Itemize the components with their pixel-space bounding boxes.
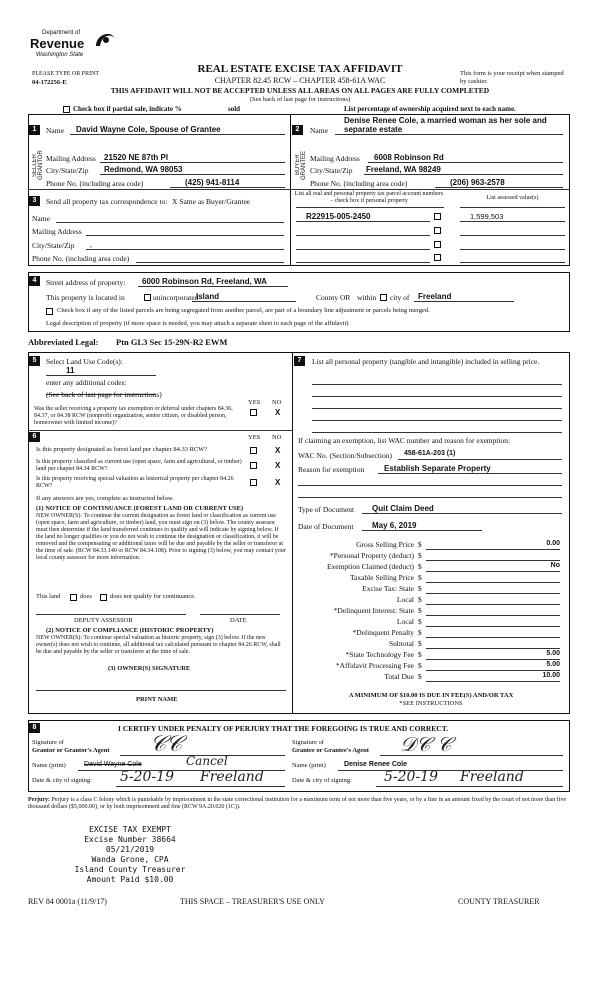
- section-4-badge: 4: [29, 276, 40, 286]
- grantor-print-note[interactable]: Cancel: [186, 754, 228, 768]
- s3-phone-label: Phone No. (including area code): [32, 254, 130, 263]
- fee-currency: $: [418, 661, 422, 670]
- grantee-city[interactable]: Freeland: [460, 769, 524, 785]
- stamp-line1: EXCISE TAX EXEMPT: [89, 825, 171, 834]
- buyer-city-label: City/State/Zip: [310, 166, 353, 175]
- parcel-number[interactable]: R22915-005-2450: [306, 212, 371, 221]
- current-use-question: Is this property classified as current use (open space, farm and agricultural, or timber) land per chapter 84.34 RCW?: [36, 459, 242, 472]
- footer-treasurer: COUNTY TREASURER: [458, 897, 540, 906]
- assessed-header: List assessed value(s): [486, 195, 539, 201]
- partial-sale-label: Check box if partial sale, indicate %: [73, 105, 182, 113]
- s3-city-value[interactable]: ,: [90, 240, 92, 249]
- form-see-back: (See back of last page for instructions): [249, 96, 351, 103]
- fee-row: [298, 650, 564, 661]
- parties-frame: [28, 114, 570, 266]
- owner-signature-label: (3) OWNER(S) SIGNATURE: [108, 665, 191, 672]
- section-1-badge: 1: [29, 125, 40, 135]
- fee-row: [298, 595, 564, 606]
- personal-property-checkbox-2[interactable]: [434, 227, 441, 234]
- additional-codes-label: enter any additional codes:: [46, 378, 127, 387]
- form-warning: THIS AFFIDAVIT WILL NOT BE ACCEPTED UNLESS ALL AREAS ON ALL PAGES ARE FULLY COMPLETED: [110, 86, 490, 95]
- s5-yes: YES: [248, 399, 261, 406]
- fee-line: [426, 582, 560, 583]
- s3-name-label: Name: [32, 214, 50, 223]
- buyer-city[interactable]: Freeland, WA 98249: [366, 165, 441, 174]
- exemption-yes-checkbox[interactable]: [250, 409, 257, 416]
- seller-city[interactable]: Redmond, WA 98053: [104, 165, 183, 174]
- fee-value[interactable]: 5.00: [546, 661, 560, 668]
- fee-line: [426, 571, 560, 572]
- does-not-label: does not qualify for continuance.: [110, 593, 196, 600]
- fee-label: *Personal Property (deduct): [329, 551, 414, 560]
- doc-date-value[interactable]: May 6, 2019: [372, 521, 417, 530]
- fee-label: Taxable Selling Price: [349, 573, 414, 582]
- partial-sale-checkbox[interactable]: [63, 106, 70, 113]
- fee-currency: $: [418, 562, 422, 571]
- grantee-print-label: Name (print): [292, 762, 326, 769]
- grantee-print-name[interactable]: Denise Renee Cole: [344, 761, 408, 768]
- seller-side-label: SELLER GRANTOR: [32, 150, 44, 180]
- grantor-date[interactable]: 5-20-19: [120, 769, 174, 785]
- abbrev-legal-label: Abbreviated Legal:: [28, 337, 99, 347]
- buyer-mailing[interactable]: 6008 Robinson Rd: [374, 153, 444, 162]
- does-not-checkbox[interactable]: [100, 594, 107, 601]
- fee-label: Local: [396, 595, 414, 604]
- please-type: PLEASE TYPE OR PRINT: [32, 71, 100, 77]
- s5-no: NO: [272, 399, 282, 406]
- fee-row: [298, 584, 564, 595]
- same-as-buyer[interactable]: X Same as Buyer/Grantee: [172, 197, 251, 206]
- buyer-name-label: Name: [310, 126, 328, 135]
- see-instructions: *SEE INSTRUCTIONS: [399, 700, 463, 707]
- fee-value[interactable]: 5.00: [546, 650, 560, 657]
- fee-row: [298, 628, 564, 639]
- fee-line: [426, 615, 560, 616]
- fee-row: [298, 551, 564, 562]
- abbrev-legal-value[interactable]: Ptn GL3 Sec 15-29N-R2 EWM: [116, 337, 228, 347]
- form-number: 04-172256-E: [32, 79, 67, 86]
- fee-line: [426, 593, 560, 594]
- land-use-code[interactable]: 11: [66, 366, 75, 375]
- fee-line: [426, 549, 560, 550]
- reason-value[interactable]: Establish Separate Property: [384, 464, 491, 473]
- exemption-answer[interactable]: X: [275, 408, 281, 417]
- grantor-city[interactable]: Freeland: [200, 769, 264, 785]
- fee-label: Total Due: [384, 672, 414, 681]
- land-use-label: Select Land Use Code(s):: [46, 357, 123, 366]
- unincorporated-label: unincorporated: [153, 293, 199, 302]
- does-label: does: [80, 593, 92, 600]
- fee-currency: $: [418, 617, 422, 626]
- seller-city-label: City/State/Zip: [46, 166, 89, 175]
- section-2-badge: 2: [292, 125, 303, 135]
- fee-line: [426, 637, 560, 638]
- perjury-notice: [28, 797, 573, 811]
- grantee-date-label: Date & city of signing:: [292, 777, 352, 784]
- dept-name: Revenue: [30, 36, 85, 51]
- perjury-label: Perjury:: [28, 797, 50, 803]
- seller-name-label: Name: [46, 126, 64, 135]
- continuance-title: (1) NOTICE OF CONTINUANCE (FOREST LAND OR CURRENT USE): [36, 505, 244, 512]
- treasurer-stamp: [60, 825, 200, 885]
- fee-currency: $: [418, 606, 422, 615]
- minimum-due: A MINIMUM OF $10.00 IS DUE IN FEE(S) AND/OR TAX: [348, 692, 514, 699]
- buyer-mailing-label: Mailing Address: [310, 154, 360, 163]
- print-name-label: PRINT NAME: [136, 696, 178, 703]
- fee-line: [426, 681, 560, 682]
- fee-value[interactable]: 10.00: [542, 672, 560, 679]
- section-3-badge: 3: [29, 196, 40, 206]
- dept-line1: Department of: [42, 30, 81, 36]
- fee-row: [298, 661, 564, 672]
- wac-label: WAC No. (Section/Subsection): [298, 451, 392, 460]
- stamp-line4: Wanda Grone, CPA: [91, 855, 169, 864]
- current-use-yes-checkbox[interactable]: [250, 462, 257, 469]
- within-label: within: [357, 293, 377, 302]
- county-label: County OR: [316, 293, 351, 302]
- fee-currency: $: [418, 650, 422, 659]
- grantor-sig-label1: Signature of: [32, 739, 64, 746]
- wac-value[interactable]: 458-61A-203 (1): [404, 450, 456, 457]
- street-address[interactable]: 6000 Robinson Rd, Freeland, WA: [142, 277, 267, 286]
- fee-label: Local: [396, 617, 414, 626]
- form-chapter: CHAPTER 82.45 RCW – CHAPTER 458-61A WAC: [214, 76, 386, 85]
- grantee-signature[interactable]: 𝒟𝒞 𝒞: [400, 732, 452, 756]
- deputy-assessor-label: DEPUTY ASSESSOR: [74, 617, 133, 624]
- partial-sale-sold: sold: [228, 105, 241, 113]
- form-title: REAL ESTATE EXCISE TAX AFFIDAVIT: [197, 63, 403, 75]
- legal-desc-label: Legal description of property (if more space is needed, you may attach a separate sheet to each page of the affidavit): [46, 320, 349, 327]
- fee-line: [426, 626, 560, 627]
- fee-row: [298, 573, 564, 584]
- fee-row: [298, 672, 564, 683]
- seller-mailing-label: Mailing Address: [46, 154, 96, 163]
- fee-line: [426, 670, 560, 671]
- within-city-checkbox[interactable]: [380, 294, 387, 301]
- fee-label: *Delinquent Penalty: [352, 628, 414, 637]
- section-6-badge: 6: [29, 432, 40, 442]
- compliance-title: (2) NOTICE OF COMPLIANCE (HISTORIC PROPERTY): [46, 627, 214, 634]
- fees-table: [298, 540, 564, 683]
- deputy-date-label: DATE: [230, 617, 247, 624]
- fee-line: [426, 604, 560, 605]
- stamp-line6: Amount Paid $10.00: [86, 875, 174, 884]
- located-label: This property is located in: [46, 293, 125, 302]
- does-checkbox[interactable]: [70, 594, 77, 601]
- forest-question: Is this property designated as forest land per chapter 84.33 RCW?: [36, 446, 208, 453]
- seller-phone-label: Phone No. (including area code): [46, 179, 144, 188]
- s6-no: NO: [272, 434, 282, 441]
- personal-property-checkbox-4[interactable]: [434, 254, 441, 261]
- parties-divider: [290, 114, 291, 266]
- assessed-value[interactable]: 1,599,503: [470, 212, 504, 221]
- section-7-badge: 7: [294, 356, 305, 366]
- grantor-print-name[interactable]: David Wayne Cole: [84, 761, 142, 768]
- unincorporated-checkbox[interactable]: [144, 294, 151, 301]
- segregated-label: Check box if any of the listed parcels are being segregated from another parcel, are part of a boundary line adjustment or parcels being merged.: [57, 307, 430, 314]
- grantee-sig-label1: Signature of: [292, 739, 324, 746]
- personal-property-label: List all personal property (tangible and intangible) included in selling price.: [312, 357, 540, 366]
- doc-type-label: Type of Document: [298, 505, 355, 514]
- parties-row-divider: [28, 189, 570, 190]
- grantor-print-label: Name (print): [32, 762, 66, 769]
- historic-yes-checkbox[interactable]: [250, 479, 257, 486]
- fee-currency: $: [418, 551, 422, 560]
- fee-row: [298, 639, 564, 650]
- fee-row: [298, 540, 564, 551]
- forest-answer[interactable]: X: [275, 446, 281, 455]
- buyer-phone[interactable]: (206) 963-2578: [450, 178, 505, 187]
- continuance-text: NEW OWNER(S): To continue the current designation as forest land or classification as current use (open space, farm and agriculture, or timber) land, you must sign on (3) below. The county assessor must then determine if the land transferred continues to qualify and will indicate by signing below. If the land no longer qualifies or you do not wish to continue the designation or classification, it will be removed and the compensating or additional taxes will be due and payable by the seller or transferor at the time of sale. (RCW 84.33.140 or RCW 84.34.108). Prior to signing (3) below, you may contact your local county assessor for more information.: [36, 513, 286, 561]
- grantee-date[interactable]: 5-20-19: [384, 769, 438, 785]
- city-value[interactable]: Freeland: [418, 292, 452, 301]
- dor-logo-icon: [92, 28, 116, 50]
- fee-label: *Delinquent Interest: State: [333, 606, 414, 615]
- stamp-line2: Excise Number 38664: [84, 835, 176, 844]
- fee-currency: $: [418, 540, 422, 549]
- fee-currency: $: [418, 672, 422, 681]
- fee-label: *State Technology Fee: [345, 650, 414, 659]
- dor-logo: [30, 26, 120, 66]
- certify-text: I CERTIFY UNDER PENALTY OF PERJURY THAT THE FOREGOING IS TRUE AND CORRECT.: [118, 724, 449, 733]
- grantor-date-label: Date & city of signing:: [32, 777, 92, 784]
- s5-see-back: (See back of last page for instructions): [46, 390, 162, 399]
- footer-rev: REV 84 0001a (11/9/17): [28, 897, 107, 906]
- fee-currency: $: [418, 628, 422, 637]
- if-yes-note: If any answers are yes, complete as instructed below.: [36, 495, 174, 502]
- fee-row: [298, 606, 564, 617]
- forest-yes-checkbox[interactable]: [250, 447, 257, 454]
- personal-property-checkbox-3[interactable]: [434, 241, 441, 248]
- fee-label: Excise Tax: State: [362, 584, 414, 593]
- receipt-note: This form is your receipt when stamped by cashier.: [460, 70, 564, 85]
- buyer-phone-label: Phone No. (including area code): [310, 179, 408, 188]
- doc-date-label: Date of Document: [298, 522, 354, 531]
- correspondence-label: Send all property tax correspondence to:: [46, 197, 168, 206]
- fee-label: *Affidavit Processing Fee: [335, 661, 414, 670]
- grantor-sig-label2: Grantor or Grantor's Agent: [32, 747, 110, 754]
- dept-state: Washington State: [36, 52, 84, 58]
- fee-value[interactable]: No: [550, 562, 560, 569]
- buyer-side-label: BUYER GRANTEE: [295, 150, 307, 180]
- personal-property-checkbox-1[interactable]: [434, 213, 441, 220]
- compliance-text: NEW OWNER(S): To continue special valuation as historic property, sign (3) below. If the new owner(s) does not wish to continue, all additional tax calculated pursuant to chapter 84.26 RCW, shall be due and payable by the seller or transferor at the time of sale.: [36, 635, 281, 655]
- fee-currency: $: [418, 639, 422, 648]
- fee-line: [426, 659, 560, 660]
- buyer-name-line1[interactable]: Denise Renee Cole, a married woman as her sole and: [344, 116, 547, 125]
- current-use-answer[interactable]: X: [275, 461, 281, 470]
- fee-value[interactable]: 0.00: [546, 540, 560, 547]
- county-value[interactable]: Island: [196, 292, 220, 301]
- fee-row: [298, 617, 564, 628]
- parcel-header: List all real and personal property tax parcel account numbers – check box if personal property: [294, 191, 444, 204]
- segregated-checkbox[interactable]: [46, 308, 53, 315]
- fee-line: [426, 648, 560, 649]
- city-of-label: city of: [390, 293, 410, 302]
- buyer-name-line2[interactable]: separate estate: [344, 125, 403, 134]
- fee-line: [426, 560, 560, 561]
- s3-city-label: City/State/Zip: [32, 241, 75, 250]
- stamp-line5: Island County Treasurer: [74, 865, 186, 874]
- this-land-label: This land: [36, 593, 61, 600]
- fee-currency: $: [418, 584, 422, 593]
- section-8-badge: 8: [29, 723, 40, 733]
- fee-currency: $: [418, 595, 422, 604]
- exemption-claim-label: If claiming an exemption, list WAC number and reason for exemption:: [298, 436, 511, 445]
- perjury-text: Perjury is a class C felony which is punishable by imprisonment in the state correctional institution for a maximum term of not more than five years, or by a fine in an amount fixed by the court of not more than five thousand dollars ($5,000.00), or by both imprisonment and fine (RCW 9A.20.020 (1C)).: [28, 797, 567, 810]
- seller-name[interactable]: David Wayne Cole, Spouse of Grantee: [76, 125, 221, 134]
- s3-mailing-label: Mailing Address: [32, 227, 82, 236]
- reason-label: Reason for exemption: [298, 465, 365, 474]
- fee-row: [298, 562, 564, 573]
- sections-divider: [292, 352, 293, 714]
- grantor-signature[interactable]: 𝒞𝒞: [150, 732, 183, 757]
- street-label: Street address of property:: [46, 278, 126, 287]
- historic-answer[interactable]: X: [275, 478, 281, 487]
- stamp-line3: 05/21/2019: [105, 845, 155, 854]
- doc-type-value[interactable]: Quit Claim Deed: [372, 504, 434, 513]
- historic-question: Is this property receiving special valuation as historical property per chapter 84.26 RCW?: [36, 476, 234, 489]
- exemption-question: Was the seller receiving a property tax exemption or deferral under chapters 84.36, 84.37, or 84.38 RCW (nonprofit organization, senior citizen, or disabled person, homeowner with limited income)?: [34, 406, 233, 426]
- seller-mailing[interactable]: 21520 NE 87th Pl: [104, 153, 169, 162]
- grantee-sig-label2: Grantee or Grantee's Agent: [292, 747, 369, 754]
- s6-yes: YES: [248, 434, 261, 441]
- fee-label: Exemption Claimed (deduct): [326, 562, 414, 571]
- footer-space: THIS SPACE – TREASURER'S USE ONLY: [180, 897, 325, 906]
- seller-phone[interactable]: (425) 941-8114: [185, 178, 240, 187]
- section-5-badge: 5: [29, 356, 40, 366]
- fee-label: Subtotal: [388, 639, 414, 648]
- fee-label: Gross Selling Price: [356, 540, 414, 549]
- fee-currency: $: [418, 573, 422, 582]
- ownership-label: List percentage of ownership acquired next to each name.: [344, 105, 516, 113]
